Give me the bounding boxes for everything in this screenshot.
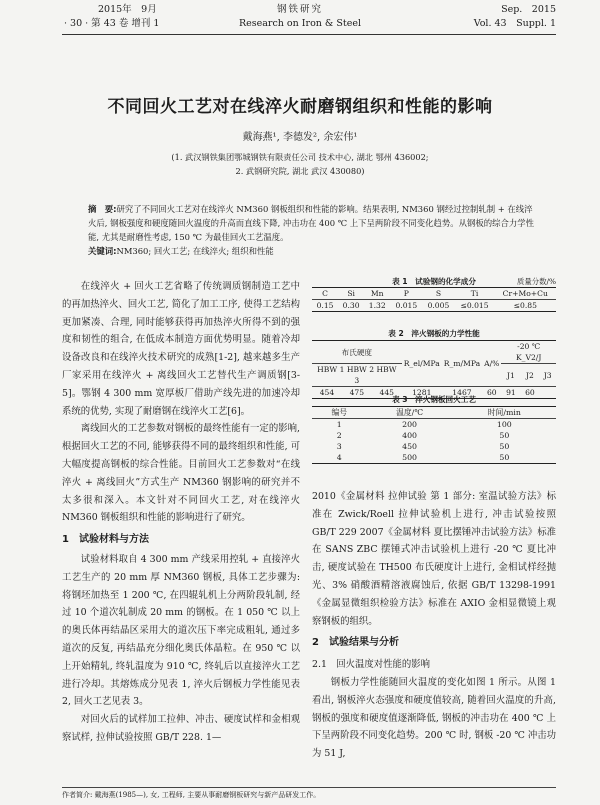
table-2-header-j: J1 [506,370,515,380]
table-3-cell: 50 [499,453,510,462]
table-2-cell: 91 [506,388,516,397]
table-1-cell: 0.15 [316,301,334,310]
intro-paragraph-2: 离线回火的工艺参数对钢板的最终性能有一定的影响, 根据回火工艺的不同, 能够获得不同的最终组织和性能, 可大幅度提高钢板的综合性能。目前回火工艺参数对“在线淬火 + 离线回火”方式生产 NM360 钢影响的研究并不太多很和深入。本文针对不同回火工艺, 对在线淬火 NM360 钢板组织和性能的影响进行了研究。 [62,423,300,524]
table-1-grid [312,287,556,312]
table-3-cell: 2 [336,431,342,440]
table-2-header-a: A/% [484,359,500,368]
table-3 [312,394,556,464]
table-3-cell: 500 [402,453,418,462]
table-3-cell: 450 [402,442,418,451]
abstract [88,202,536,258]
table-3-header: 编号 [331,408,348,417]
abstract-text: 研究了不同回火工艺对在线淬火 NM360 钢板组织和性能的影响。结果表明, NM360 钢经过控制轧制 + 在线淬火后, 钢板强度和硬度随回火温度的升高而直线下降, 冲击功在 400 ℃ 上下呈两阶段不同变化趋势。从钢板的综合力学性能, 尤其是耐磨性考虑, 150 ℃ 为最佳回火工艺温度。 [88,204,534,242]
subsection-heading-2-1: 2.1 回火温度对性能的影响 [312,659,431,671]
table-2-cell: 454 [319,388,335,397]
table-3-cell: 1 [336,420,342,429]
method-paragraph-2: 对回火后的试样加工拉伸、冲击、硬度试样和金相观察试样, 拉伸试验按照 GB/T 228. 1— [62,714,300,743]
table-3-cell: 50 [499,442,510,451]
page-volume-info: · 30 · 第 43 卷 增刊 1 [64,18,160,29]
table-3-cell: 50 [499,431,510,440]
table-1-header: Si [347,289,355,298]
table-3-caption: 表 3 淬火钢板回火工艺 [392,395,476,404]
right-column [312,488,556,763]
table-2-header-j: J3 [543,370,552,380]
table-2-grid [312,340,556,399]
table-2-cell: 1467 [452,388,472,397]
paper-title: 不同回火工艺对在线淬火耐磨钢组织和性能的影响 [107,97,493,117]
table-3-cell: 400 [402,431,418,440]
table-1 [312,276,556,312]
table-3-header: 时间/min [487,408,521,417]
table-2-cell: 445 [379,388,394,397]
table-3-cell: 100 [496,420,512,429]
table-2-cell: 1281 [412,388,432,397]
table-3-cell: 3 [336,442,342,451]
table-1-cell: ≤0.015 [460,301,489,310]
table-1-header: Mn [370,289,384,298]
table-3-cell: 200 [402,420,418,429]
results-paragraph-1: 钢板力学性能随回火温度的变化如图 1 所示。从图 1 看出, 钢板淬火态强度和硬度值较高, 随着回火温度的升高, 钢板的强度和硬度值逐渐降低, 钢板的冲击功在 400 ℃ 上下呈两阶段不同变化趋势。200 ℃ 时, 钢板 -20 ℃ 冲击功为 51 J, [312,676,556,760]
table-2-cell: 60 [525,388,535,397]
keywords-text: NM360; 回火工艺; 在线淬火; 组织和性能 [116,246,274,256]
section-heading-2: 2 试验结果与分析 [312,637,399,649]
affiliation-2: 2. 武钢研究院, 湖北 武汉 430080) [235,166,365,176]
journal-name-cn: 钢铁研究 [276,4,323,15]
table-1-cell: 1.32 [368,301,386,310]
table-1-cell: ≤0.85 [513,301,537,310]
table-2 [312,328,556,399]
left-column [62,278,300,747]
journal-name-en: Research on Iron & Steel [238,18,362,29]
affiliation-1: (1. 武汉钢铁集团鄂城钢铁有限责任公司 技术中心, 湖北 鄂州 436002; [171,152,429,162]
table-2-header-kv: -20 ℃ K_V2/J [501,341,556,364]
table-1-caption: 表 1 试验钢的化学成分 [392,277,476,286]
journal-volume-en: Vol. 43 Suppl. 1 [473,18,556,29]
table-1-unit: 质量分数/% [516,277,556,286]
journal-date: 2015年 9月 [98,4,157,15]
table-2-header-j: J2 [525,370,534,380]
table-3-grid [312,406,556,464]
table-1-header: P [403,289,409,298]
authors: 戴海燕¹, 李德发², 余宏伟¹ [242,132,358,143]
table-2-cell: 60 [486,388,497,397]
table-1-header: Cr+Mo+Cu [502,289,548,298]
table-2-cell: 475 [349,388,365,397]
table-1-cell: 0.015 [395,301,418,310]
table-1-cell: 0.30 [342,301,360,310]
section-heading-1: 1 试验材料与方法 [62,534,149,546]
table-3-header: 温度/℃ [396,408,424,417]
abstract-label: 摘 要: [88,204,117,214]
keywords-label: 关键词: [88,246,117,256]
table-1-header: S [435,289,442,298]
table-2-caption: 表 2 淬火钢板的力学性能 [388,329,480,338]
method-paragraph-3: 2010《金属材料 拉伸试验 第 1 部分: 室温试验方法》标准在 Zwick/Roell 拉伸试验机上进行, 冲击试验按照 GB/T 229 2007《金属材料 夏比摆锤冲击试验方法》标准在 SANS ZBC 摆锤式冲击试验机上进行 -20 ℃ 夏比冲击, 硬度试验在 TH500 布氏硬度计上进行, 金相试样经抛光、3% 硝酸酒精溶液腐蚀后, 依据 GB/T 13298-1991《金属显微组织检验方法》标准在 AXIO 金相显微镜上观察钢板的组织。 [312,491,556,627]
table-1-cell: 0.005 [427,301,450,310]
header-rule [62,34,556,35]
table-1-header: C [322,289,328,298]
intro-paragraph-1: 在线淬火 + 回火工艺省略了传统调质钢制造工艺中的再加热淬火、回火工艺, 简化了加工工序, 使得工艺结构更加紧凑、合理, 同时能够获得再加热淬火所得不到的强度和韧性的组合, 在低成本制造方面优势明显。随着冷却设备改良和在线淬火技术研究的成熟[1-2], 越来越多生产厂家采用在线淬火 + 离线回火工艺替代生产调质钢[3-5]。鄂钢 4 300 mm 宽厚板厂借助产线先进的加速冷却系统的优势, 实现了耐磨钢在线淬火工艺[6]。 [62,281,300,417]
table-2-header-hb: 布氏硬度 [312,341,402,364]
author-footnote: 作者简介: 戴海燕(1985—), 女, 工程师, 主要从事耐磨钢板研究与新产品研发工作。 [62,787,556,800]
table-2-header-rm: R_m/MPa [443,359,481,368]
table-3-cell: 4 [336,453,342,462]
table-2-header-hbw: HBW 1 HBW 2 HBW 3 [317,365,397,385]
journal-date-en: Sep. 2015 [501,4,556,15]
keywords [88,244,536,258]
table-2-header-rel: R_el/MPa [403,359,440,368]
method-paragraph-1: 试验材料取自 4 300 mm 产线采用控轧 + 直接淬火工艺生产的 20 mm 厚 NM360 钢板, 具体工艺步骤为: 将钢坯加热至 1 200 ℃, 在四辊轧机上分两阶段轧制, 经过 10 个道次轧制成 20 mm 的钢板。在 1 050 ℃ 以上的奥氏体再结晶区采用大的道次压下率完成粗轧, 通过多道次的反复, 再结晶充分细化奥氏体晶粒。在 950 ℃ 以上开始精轧, 终轧温度为 910 ℃, 终轧后以直接淬火工艺进行冷却。其熔炼成分见表 1, 淬火后钢板力学性能见表 2, 回火工艺见表 3。 [62,553,300,708]
table-1-header: Ti [470,289,479,298]
abstract-body [88,202,536,244]
